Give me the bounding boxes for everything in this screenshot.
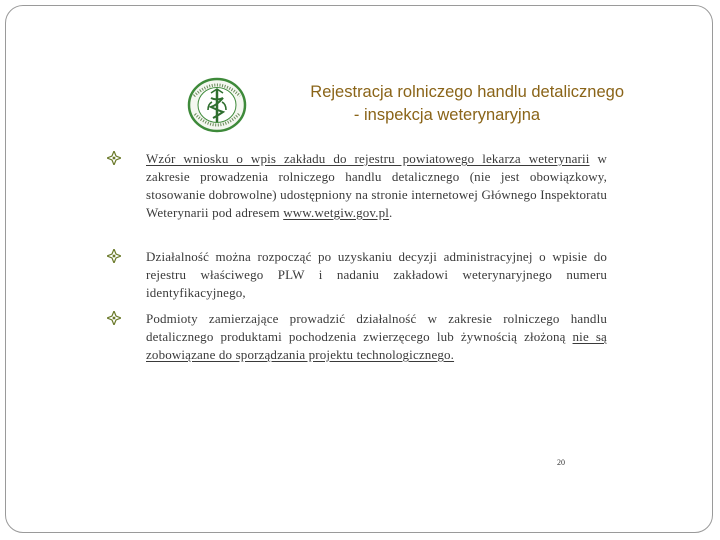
diamond-bullet-icon <box>107 151 121 165</box>
diamond-bullet-icon <box>107 249 121 263</box>
bullet-body: w zakresie prowadzenia rolniczego handlu detalicznego (nie jest obowiązkowy, stosowanie dobrowolne) udostępniony na stronie internetowej Głównego Inspektoratu Weterynarii pod adresem <box>146 151 607 220</box>
bullet-text: Działalność można rozpocząć po uzyskaniu decyzji administracyjnej o wpisie do rejestru właściwego PLW i nadaniu zakładowi weterynaryjnego numeru identyfikacyjnego, <box>146 249 607 300</box>
bullet-underlined-end: nie są zobowiązane do sporządzania projektu technologicznego. <box>146 329 607 362</box>
slide-title <box>246 81 626 127</box>
bullet-end: . <box>389 205 393 220</box>
wetgiw-link[interactable]: www.wetgiw.gov.pl <box>283 205 390 220</box>
diamond-bullet-icon <box>107 311 121 325</box>
bullet-body: Podmioty zamierzające prowadzić działalność w zakresie rolniczego handlu detalicznego produktami pochodzenia zwierzęcego lub żywnością złożoną <box>146 311 607 344</box>
title-line-1: Rejestracja rolniczego handlu detalicznego <box>310 83 624 101</box>
page-number: 20 <box>557 458 565 467</box>
bullet-text <box>146 310 607 364</box>
veterinary-inspection-logo <box>186 76 248 134</box>
form-link-text[interactable]: Wzór wniosku o wpis zakładu do rejestru powiatowego lekarza weterynarii <box>146 151 590 166</box>
title-line-2: - inspekcja weterynaryjna <box>353 106 541 124</box>
bullet-text <box>146 150 607 222</box>
